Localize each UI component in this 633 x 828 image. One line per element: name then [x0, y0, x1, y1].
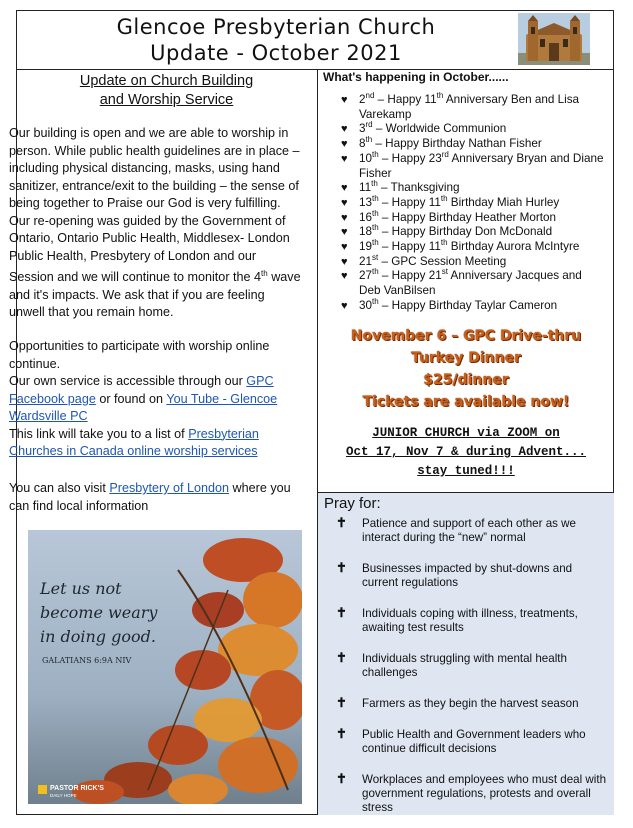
prayer-item: ✝ Individuals struggling with mental health challenges [336, 650, 567, 679]
cross-bullet-icon: ✝ [336, 560, 347, 575]
junior-line-3: stay tuned!!! [417, 464, 515, 478]
youtube-link[interactable]: You Tube - Glencoe Wardsville PC [9, 391, 278, 423]
heart-bullet-icon: ♥ [341, 196, 348, 209]
event-item: ♥ 19th – Happy 11th Birthday Aurora McIntyre [341, 238, 580, 254]
update-heading: Update on Church Building and Worship Service [79, 73, 254, 108]
event-item: ♥ 16th – Happy Birthday Heather Morton [341, 208, 557, 224]
cross-bullet-icon: ✝ [336, 650, 347, 665]
prayer-box [318, 492, 614, 815]
event-item: ♥ 27th – Happy 21st Anniversary Jacques and Deb VanBilsen [341, 267, 582, 298]
title-line-2: Update - October 2021 [150, 41, 402, 65]
cross-bullet-icon: ✝ [336, 695, 347, 710]
junior-line-1: JUNIOR CHURCH via ZOOM on [372, 426, 560, 440]
title-line-1: Glencoe Presbyterian Church [116, 15, 436, 39]
promo-line-1: November 6 – GPC Drive-thru [350, 328, 582, 344]
prayer-item: ✝ Individuals coping with illness, treatments, awaiting test results [336, 605, 578, 634]
heart-bullet-icon: ♥ [341, 299, 348, 312]
event-item: ♥ 30th – Happy Birthday Taylar Cameron [341, 296, 558, 312]
cross-bullet-icon: ✝ [336, 605, 347, 620]
heart-bullet-icon: ♥ [341, 241, 348, 254]
heart-bullet-icon: ♥ [341, 123, 348, 136]
event-item: ♥ 2nd – Happy 11th Anniversary Ben and Lisa Varekamp [341, 91, 580, 121]
promo-line-4: Tickets are available now! [362, 394, 570, 410]
prayer-item: ✝ Businesses impacted by shut-downs and current regulations [336, 560, 573, 589]
cross-bullet-icon: ✝ [336, 726, 347, 741]
heart-bullet-icon: ♥ [341, 270, 348, 283]
junior-church-notice [318, 424, 614, 481]
heart-bullet-icon: ♥ [341, 152, 348, 165]
event-item: ♥ 10th – Happy 23rd Anniversary Bryan and Diane Fisher [341, 149, 604, 180]
event-item: ♥ 13th – Happy 11th Birthday Miah Hurley [341, 194, 560, 209]
prayer-item: ✝ Farmers as they begin the harvest season [336, 695, 579, 710]
event-item: ♥ 18th – Happy Birthday Don McDonald [341, 223, 553, 239]
autumn-leaves-image [28, 530, 302, 804]
update-paragraph: Our building is open and we are able to worship in person. While public health guidelines are in place – including physical distancing, masks, using hand sanitizer, entrance/exit to the building – the sense of being together to Praise our God is very fulfilling. Our re-opening was guided by the Government of Ontario, Ontario Public Health, Middlesex- London Public Health, Presbytery of London and our Session and we will continue to monitor the 4th wave and it's impacts. We ask that if you are feeling unwell that you remain home. [9, 126, 301, 320]
events-title: What's happening in October...... [323, 70, 509, 84]
heart-bullet-icon: ♥ [341, 226, 348, 239]
promo-line-3: $25/dinner [423, 372, 509, 388]
prayer-item: ✝ Workplaces and employees who must deal with government regulations, protests and overall stress [336, 771, 607, 814]
quote-line-2: become weary [40, 603, 158, 622]
church-building-image [518, 13, 590, 65]
brand-logo-icon [38, 785, 47, 794]
event-item: ♥ 8th – Happy Birthday Nathan Fisher [341, 135, 542, 151]
junior-line-2: Oct 17, Nov 7 & during Advent... [345, 445, 587, 459]
heart-bullet-icon: ♥ [341, 94, 348, 106]
presbytery-link[interactable]: Presbytery of London [109, 481, 230, 495]
events-list [338, 93, 606, 314]
event-item: ♥ 21st – GPC Session Meeting [341, 252, 507, 268]
prayer-title: Pray for: [324, 495, 381, 512]
header [16, 10, 614, 70]
pcc-worship-link[interactable]: Presbyterian Churches in Canada online worship services [9, 426, 259, 458]
page-title [16, 14, 536, 66]
prayer-list [324, 517, 608, 815]
gpc-facebook-link[interactable]: GPC Facebook page [9, 374, 274, 406]
event-item: ♥ 3rd – Worldwide Communion [341, 120, 507, 136]
prayer-item: ✝ Patience and support of each other as we interact during the “new” normal [336, 515, 576, 544]
quote-line-1: Let us not [40, 579, 122, 598]
heart-bullet-icon: ♥ [341, 138, 348, 151]
event-item: ♥ 11th – Thanksgiving [341, 179, 460, 195]
online-worship-paragraph: Opportunities to participate with worship online continue. Our own service is accessible through our GPC Facebook page or found on You Tube - Glencoe Wardsville PC This link will take you to a list of Presbyterian Churches in Canada online worship services [9, 339, 278, 458]
heart-bullet-icon: ♥ [341, 255, 348, 268]
presbytery-paragraph: You can also visit Presbytery of London where you can find local information [9, 481, 291, 513]
quote-line-3: in doing good. [40, 627, 156, 646]
brand-line-1: PASTOR RICK'S [50, 785, 104, 792]
cross-bullet-icon: ✝ [336, 771, 347, 786]
cross-bullet-icon: ✝ [336, 515, 347, 530]
quote-reference: GALATIANS 6:9A NIV [42, 656, 132, 665]
turkey-dinner-promo [318, 325, 614, 413]
promo-line-2: Turkey Dinner [410, 350, 522, 366]
heart-bullet-icon: ♥ [341, 211, 348, 224]
prayer-item: ✝ Public Health and Government leaders who continue difficult decisions [336, 726, 586, 755]
brand-line-2: DAILY HOPE [50, 793, 77, 798]
heart-bullet-icon: ♥ [341, 182, 348, 195]
